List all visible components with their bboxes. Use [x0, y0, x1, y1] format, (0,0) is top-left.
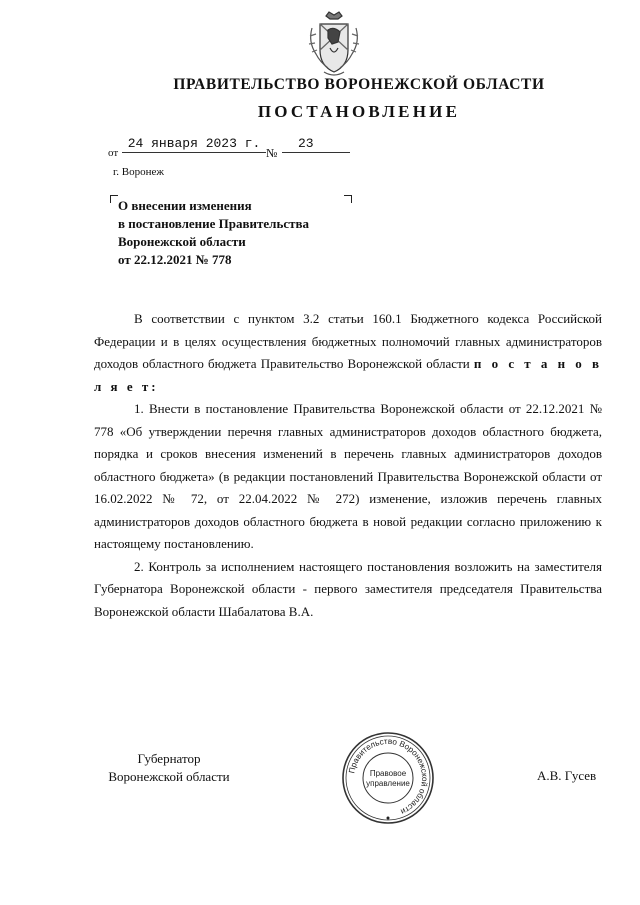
- number-label: №: [266, 146, 278, 160]
- coat-of-arms-icon: [298, 8, 370, 80]
- document-body: [94, 308, 602, 623]
- date-prefix: от: [108, 147, 119, 159]
- preamble-paragraph: [94, 308, 602, 398]
- subject-line: Воронежской области: [118, 234, 246, 249]
- city: г. Воронеж: [113, 166, 164, 178]
- resolves-word: п о с т а н о в л я е т:: [94, 356, 602, 394]
- stamp-ring-text: Правительство Воронежской области: [347, 736, 430, 817]
- signatory-title-line: Губернатор: [137, 751, 201, 766]
- signatory-title-line: Воронежской области: [108, 769, 230, 784]
- item-1-paragraph: 1. Внести в постановление Правительства Воронежской области от 22.12.2021 № 778 «Об утверждении перечня главных администраторов доходов областного бюджета, порядка и сроков внесения изменений в перечень главных администраторов доходов областного бюджета» (в редакции постановлений Правительства Воронежской области от 16.02.2022 № 72, от 22.04.2022 № 272) изменение, изложив перечень главных администраторов доходов областного бюджета в новой редакции согласно приложению к настоящему постановлению.: [94, 401, 602, 551]
- document-date: 24 января 2023 г.: [122, 136, 266, 153]
- preamble-text: В соответствии с пунктом 3.2 статьи 160.1 Бюджетного кодекса Российской Федерации и в целях осуществления бюджетных полномочий главных администраторов доходов областного бюджета Правительство Воронежской области: [94, 311, 602, 371]
- document-number: 23: [282, 136, 350, 153]
- subject-corner-left: [110, 195, 118, 203]
- signatory-title: [94, 750, 244, 786]
- item-2-paragraph: 2. Контроль за исполнением настоящего постановления возложить на заместителя Губернатора Воронежской области - первого заместителя председателя Правительства Воронежской области Шабалатова В.А.: [94, 558, 602, 619]
- document-type: ПОСТАНОВЛЕНИЕ: [257, 102, 461, 121]
- stamp-center-line: управление: [366, 779, 410, 788]
- stamp-center-line: Правовое: [369, 769, 407, 778]
- subject-corner-right: [344, 195, 352, 203]
- document-subject: [118, 197, 309, 269]
- subject-line: от 22.12.2021 № 778: [118, 252, 232, 267]
- subject-line: О внесении изменения: [118, 198, 252, 213]
- legal-department-stamp: [340, 730, 436, 826]
- subject-line: в постановление Правительства: [118, 216, 310, 231]
- government-title: ПРАВИТЕЛЬСТВО ВОРОНЕЖСКОЙ ОБЛАСТИ: [173, 76, 545, 93]
- signatory-name: А.В. Гусев: [537, 768, 597, 783]
